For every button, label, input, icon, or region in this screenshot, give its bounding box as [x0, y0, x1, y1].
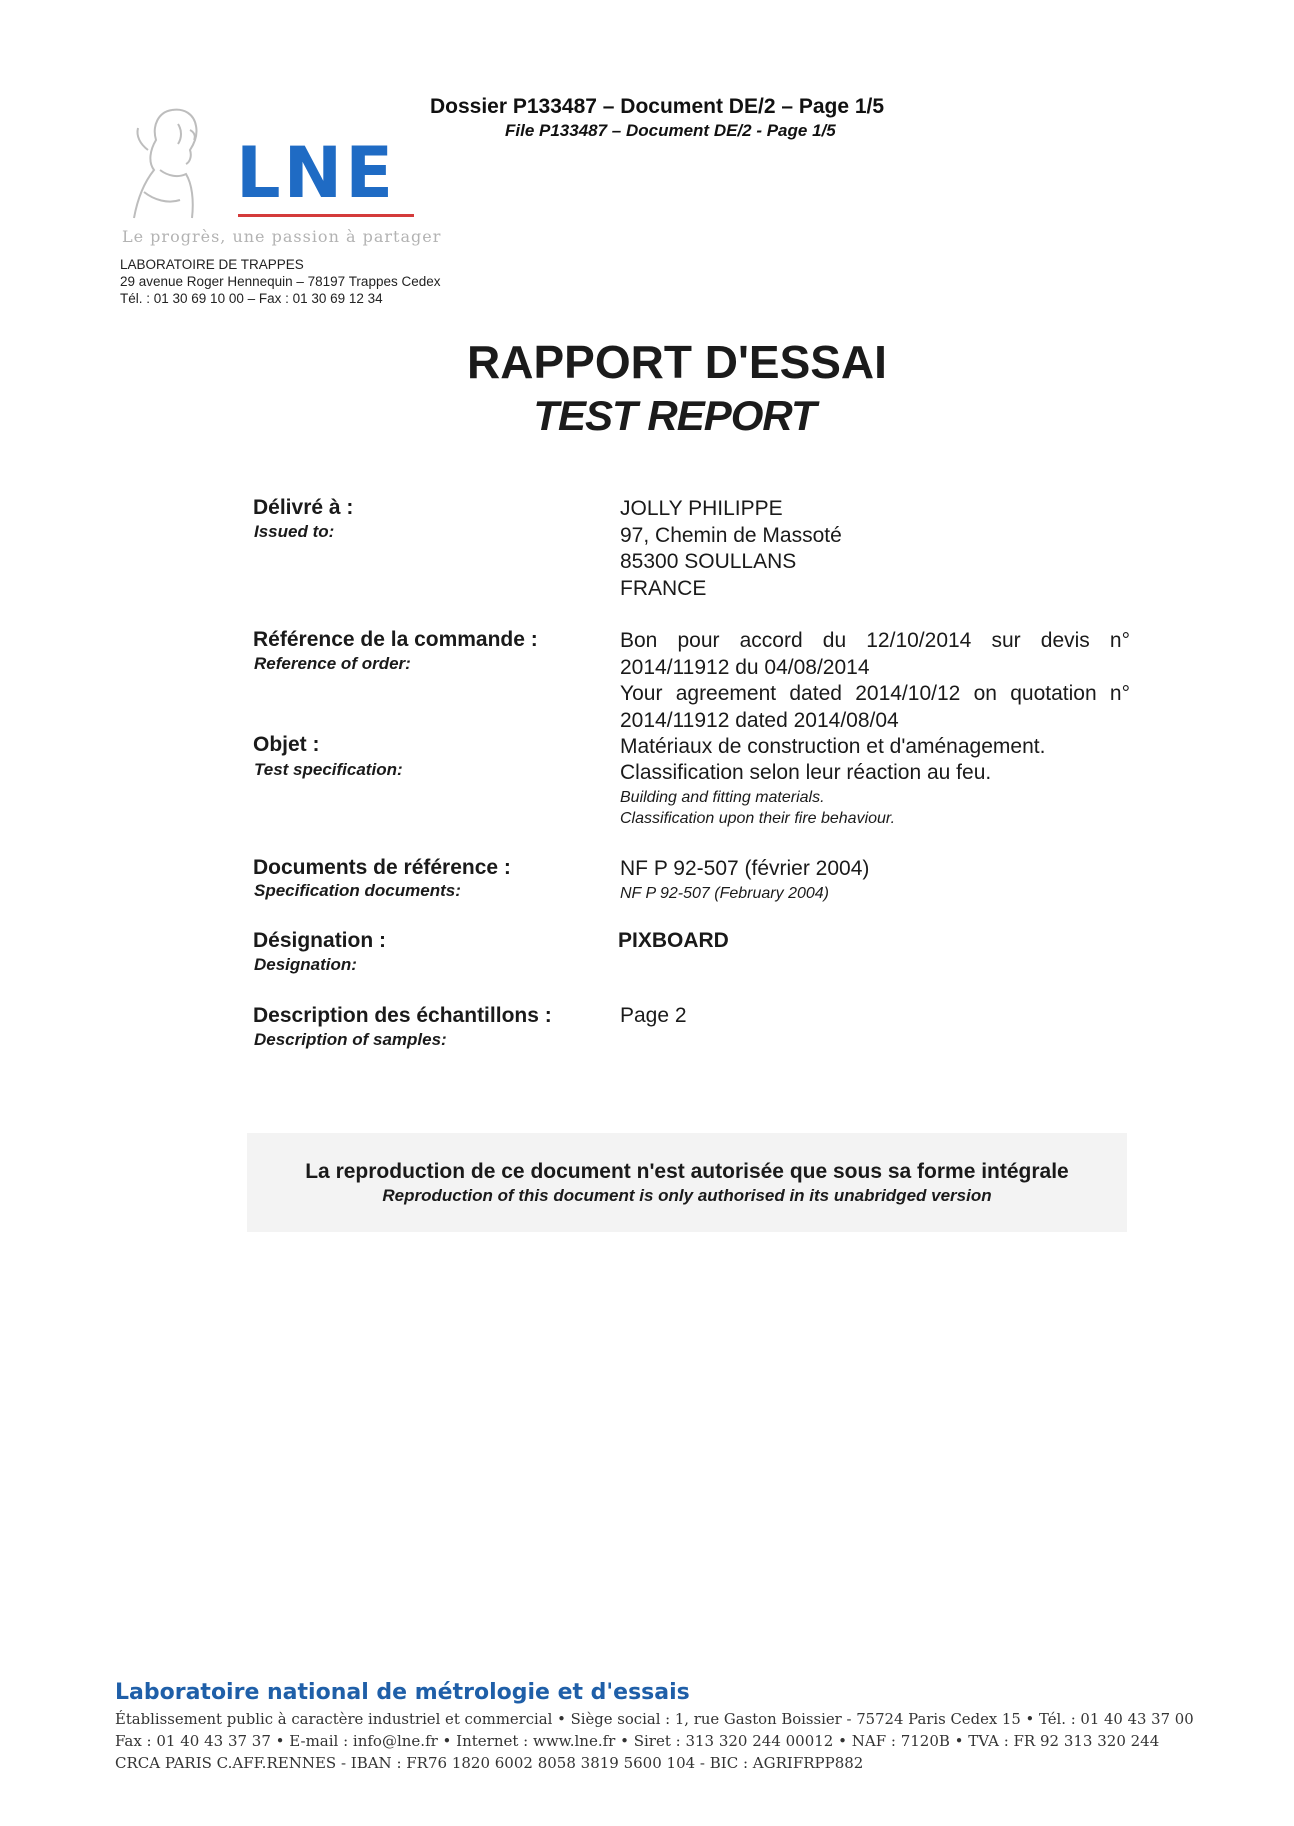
order-ref-label-en: Reference of order:	[254, 654, 411, 673]
reproduction-notice-en: Reproduction of this document is only authorised in its unabridged version	[382, 1186, 992, 1205]
object-label-en: Test specification:	[254, 760, 403, 779]
samples-value: Page 2	[620, 1004, 687, 1027]
lne-logo-text: LNE	[236, 132, 397, 214]
dossier-reference-fr: Dossier P133487 – Document DE/2 – Page 1/5	[430, 95, 885, 118]
ref-docs-value-en: NF P 92-507 (February 2004)	[620, 885, 829, 902]
samples-label-fr: Description des échantillons :	[253, 1004, 552, 1027]
lab-name: LABORATOIRE DE TRAPPES	[120, 257, 304, 272]
issued-to-line: JOLLY PHILIPPE	[620, 497, 783, 520]
samples-label-en: Description of samples:	[254, 1030, 447, 1049]
issued-to-line: 85300 SOULLANS	[620, 550, 797, 573]
lab-address: 29 avenue Roger Hennequin – 78197 Trappes Cedex	[120, 274, 441, 289]
designation-label-fr: Désignation :	[253, 929, 387, 952]
report-title-fr: RAPPORT D'ESSAI	[467, 336, 887, 388]
issued-to-line: FRANCE	[620, 576, 707, 600]
object-label-fr: Objet :	[253, 733, 320, 756]
lab-phone: Tél. : 01 30 69 10 00 – Fax : 01 30 69 12 34	[120, 291, 383, 306]
reproduction-notice-fr: La reproduction de ce document n'est autorisée que sous sa forme intégrale	[305, 1160, 1069, 1183]
issued-to-value	[620, 496, 1130, 602]
object-value-en-2: Classification upon their fire behaviour.	[620, 810, 896, 827]
issued-to-label-fr: Délivré à :	[253, 496, 354, 519]
logo-slogan: Le progrès, une passion à partager	[122, 227, 442, 246]
report-title-en: TEST REPORT	[533, 392, 816, 439]
designation-label-en: Designation:	[254, 955, 357, 974]
footer-line-3: CRCA PARIS C.AFF.RENNES - IBAN : FR76 1820 6002 8058 3819 5600 104 - BIC : AGRIFRPP882	[115, 1754, 864, 1772]
designation-value: PIXBOARD	[618, 929, 729, 952]
logo-underline	[238, 214, 414, 217]
footer-title: Laboratoire national de métrologie et d'essais	[115, 1680, 690, 1705]
issued-to-label-en: Issued to:	[254, 522, 335, 541]
object-value-fr-2: Classification selon leur réaction au feu.	[620, 761, 992, 784]
footer-line-2: Fax : 01 40 43 37 37 • E-mail : info@lne.fr • Internet : www.lne.fr • Siret : 313 320 244 00012 • NAF : 7120B • TVA : FR 92 313 320 244	[115, 1732, 1160, 1750]
footer-line-1: Établissement public à caractère industriel et commercial • Siège social : 1, rue Gaston Boissier - 75724 Paris Cedex 15 • Tél. : 01 40 43 37 00	[115, 1710, 1194, 1728]
dossier-reference-en: File P133487 – Document DE/2 - Page 1/5	[505, 121, 836, 140]
ref-docs-label-fr: Documents de référence :	[253, 856, 511, 879]
order-ref-value-en: Your agreement dated 2014/10/12 on quotation n° 2014/11912 dated 2014/08/04	[620, 682, 1130, 732]
ref-docs-value-fr: NF P 92-507 (février 2004)	[620, 857, 870, 880]
object-value-fr-1: Matériaux de construction et d'aménagement.	[620, 735, 1046, 758]
ref-docs-label-en: Specification documents:	[254, 881, 461, 900]
order-ref-value-fr: Bon pour accord du 12/10/2014 sur devis n° 2014/11912 du 04/08/2014	[620, 629, 1130, 679]
issued-to-line: 97, Chemin de Massoté	[620, 523, 842, 547]
order-ref-label-fr: Référence de la commande :	[253, 628, 538, 651]
object-value-en-1: Building and fitting materials.	[620, 789, 825, 806]
